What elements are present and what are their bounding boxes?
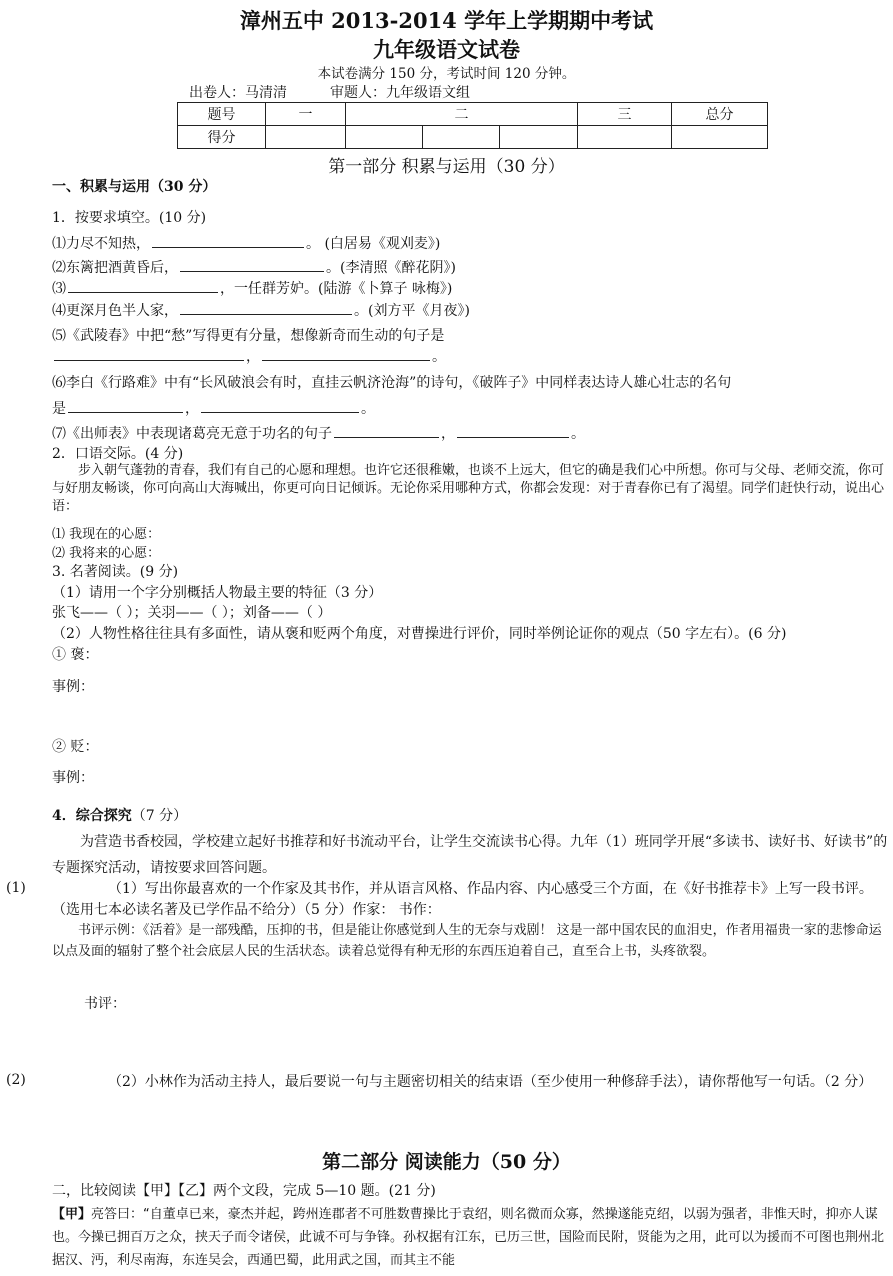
q3-1: （1）请用一个字分别概括人物最主要的特征（3 分） [52,585,383,601]
q1-heading: 1．按要求填空。(10 分) [52,210,207,226]
q3-example-2: 事例： [52,770,94,786]
answer-blank[interactable] [68,398,183,413]
q4-title: 4．综合探究 [52,808,132,824]
q3-praise: ① 褒： [52,647,99,663]
q1-2-source: 。(李清照《醉花阴》) [326,260,456,276]
q4-2: （2）小林作为活动主持人，最后要说一句与主题密切相关的结束语（至少使用一种修辞手法），请你帮他写一句话。（2 分） [108,1074,873,1090]
score-header-cell: 三 [578,103,672,126]
q1-2-text: ⑵东篱把酒黄昏后， [52,260,178,276]
answer-blank[interactable] [334,423,439,438]
answer-blank[interactable] [201,398,359,413]
q1-6: ⑹李白《行路难》中有“长风破浪会有时，直挂云帆济沧海”的诗句，《破阵子》中同样表达诗人雄心壮志的名句 [52,375,732,391]
q4-review-label: 书评： [84,996,126,1012]
reviewer-label: 审题人：九年级语文组 [330,85,470,101]
answer-blank[interactable] [457,423,569,438]
q1-7-end: 。 [571,426,585,442]
score-header-cell: 总分 [672,103,768,126]
q1-7-sep: ， [441,426,455,442]
exam-subtitle: 九年级语文试卷 [373,37,520,62]
q1-6-prefix: 是 [52,401,66,417]
q4-2-marker: (2) [6,1072,26,1088]
score-header-cell: 一 [266,103,346,126]
answer-blank[interactable] [180,300,352,315]
answer-blank[interactable] [180,257,324,272]
q4-heading [52,805,187,825]
part1-title: 第一部分 积累与运用（30 分） [328,157,565,177]
score-cell[interactable] [578,126,672,149]
q1-6-end: 。 [361,401,375,417]
q1-6-answers [52,398,375,418]
q2-heading: 2．口语交际。(4 分) [52,446,184,462]
q1-3-source: ，一任群芳妒。(陆游《卜算子 咏梅》) [220,281,453,297]
q1-4 [52,300,470,320]
q3-critique: ② 贬： [52,739,99,755]
q1-5-end: 。 [432,349,446,365]
q1-3 [52,278,452,298]
q1-7 [52,423,585,443]
passage-jia [52,1203,890,1275]
q1-7-text: ⑺《出师表》中表现诸葛亮无意于功名的句子 [52,426,332,442]
q3-2: （2）人物性格往往具有多面性，请从褒和贬两个角度，对曹操进行评价，同时举例论证你的观点（50 字左右）。(6 分) [52,626,787,642]
score-cell[interactable] [346,126,423,149]
q4-1-marker: (1) [6,880,26,896]
score-header-cell: 二 [346,103,578,126]
passage-jia-label: 【甲】 [52,1207,92,1222]
score-cell[interactable] [500,126,578,149]
answer-blank[interactable] [152,233,304,248]
q4-example-review: 书评示例：《活着》是一部残酷，压抑的书，但是能让你感觉到人生的无奈与戏剧！ 这是一部中国农民的血泪史，作者用福贵一家的悲惨命运以点及面的辐射了整个社会底层人民的生活状态。读着总觉得有种无形的东西压迫着自己，直至合上书，头疼欲裂。 [52,923,882,959]
q1-5: ⑸《武陵春》中把“愁”写得更有分量，想像新奇而生动的句子是 [52,328,445,344]
q4-1: （1）写出你最喜欢的一个作家及其书作，并从语言风格、作品内容、内心感受三个方面，在《好书推荐卡》上写一段书评。（选用七本必读名著及已学作品不给分）（5 分）作家： 书作： [52,881,873,918]
q1-5-sep: ， [246,349,260,365]
answer-blank[interactable] [54,346,244,361]
score-cell[interactable] [672,126,768,149]
author-label: 出卷人：马清清 [189,85,287,101]
q2-current-wish: ⑴ 我现在的心愿： [52,527,161,542]
q4-passage: 为营造书香校园，学校建立起好书推荐和好书流动平台，让学生交流读书心得。九年（1）班同学开展“多读书、读好书、好读书”的专题探究活动，请按要求回答问题。 [52,834,888,876]
section2-heading: 二，比较阅读【甲】【乙】两个文段，完成 5—10 题。(21 分) [52,1183,436,1199]
q1-4-text: ⑷更深月色半人家， [52,303,178,319]
q1-1 [52,233,440,253]
q3-heading: 3. 名著阅读。(9 分) [52,564,179,580]
score-header-cell: 题号 [178,103,266,126]
passage-jia-text: 亮答曰：“自董卓已来，豪杰并起，跨州连郡者不可胜数曹操比于袁绍，则名微而众寡，然操遂能克绍，以弱为强者，非惟天时，抑亦人谋也。今操已拥百万之众，挟天子而令诸侯，此诚不可与争锋。孙权据有江东，已历三世，国险而民附，贤能为之用，此可以为援而不可图也荆州北据汉、沔，利尽南海，东连吴会，西通巴蜀，此用武之国，而其主不能 [52,1207,885,1268]
score-cell[interactable] [266,126,346,149]
score-table [177,102,768,149]
q1-1-text: ⑴力尽不知热， [52,236,150,252]
q1-2 [52,257,456,277]
section1-heading: 一、积累与运用（30 分） [52,179,217,195]
answer-blank[interactable] [68,278,218,293]
q1-1-source: 。 (白居易《观刈麦》) [306,236,441,252]
score-cell[interactable] [423,126,500,149]
q3-1-answers: 张飞——（ ）；关羽——（ ）；刘备——（ ） [52,605,332,621]
q1-4-source: 。(刘方平《月夜》) [354,303,470,319]
q1-5-answers [52,346,446,366]
answer-blank[interactable] [262,346,430,361]
q2-passage: 步入朝气蓬勃的青春，我们有自己的心愿和理想。也许它还很稚嫩，也谈不上远大，但它的确是我们心中所想。你可与父母、老师交流，你可与好朋友畅谈，你可向高山大海喊出，你更可向日记倾诉。无论你采用哪种方式，你都会发现：对于青春你已有了渴望。同学们赶快行动，说出心语： [52,463,885,514]
exam-info: 本试卷满分 150 分，考试时间 120 分钟。 [317,66,576,82]
q4-score: （7 分） [131,808,188,824]
part2-title: 第二部分 阅读能力（50 分） [322,1151,571,1173]
score-row-label: 得分 [178,126,266,149]
q3-example-1: 事例： [52,679,94,695]
q1-3-text: ⑶ [52,281,66,297]
q2-future-wish: ⑵ 我将来的心愿： [52,546,161,561]
q1-6-sep: ， [185,401,199,417]
exam-title: 漳州五中 2013-2014 学年上学期期中考试 [239,8,654,33]
